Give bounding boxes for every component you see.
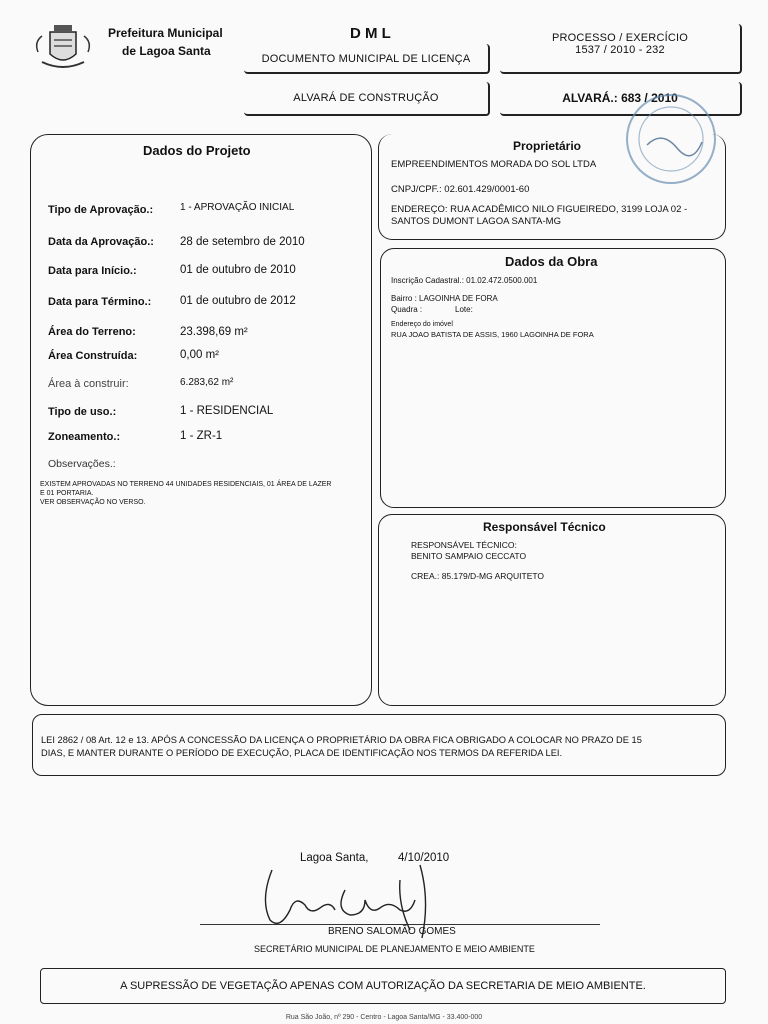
observations-text-1: EXISTEM APROVADAS NO TERRENO 44 UNIDADES RESIDENCIAIS, 01 ÁREA DE LAZER: [40, 481, 332, 488]
approval-date-label: Data da Aprovação.:: [48, 236, 154, 248]
built-area-label: Área Construída:: [48, 350, 138, 362]
org-name-line2: de Lagoa Santa: [122, 44, 211, 58]
work-data-title: Dados da Obra: [505, 254, 598, 269]
law-line-1: LEI 2862 / 08 Art. 12 e 13. APÓS A CONCESSÃO DA LICENÇA O PROPRIETÁRIO DA OBRA FICA OBRIGADO A COLOCAR NO PRAZO DE 15: [41, 735, 642, 745]
owner-address-2: SANTOS DUMONT LAGOA SANTA-MG: [391, 216, 561, 227]
technical-crea: CREA.: 85.179/D-MG ARQUITETO: [411, 571, 545, 581]
signature-place: Lagoa Santa,: [300, 852, 369, 864]
owner-cnpj: CNPJ/CPF.: 02.601.429/0001-60: [391, 184, 530, 195]
law-line-2: DIAS, E MANTER DURANTE O PERÍODO DE EXECUÇÃO, PLACA DE IDENTIFICAÇÃO NOS TERMOS DA REFERIDA LEI.: [41, 748, 563, 758]
use-type-value: 1 - RESIDENCIAL: [180, 405, 274, 417]
area-to-build-value: 6.283,62 m²: [180, 377, 234, 388]
owner-title: Proprietário: [513, 139, 582, 153]
land-area-label: Área do Terreno:: [48, 326, 136, 338]
approval-type-label: Tipo de Aprovação.:: [48, 204, 154, 216]
owner-address-1: ENDEREÇO: RUA ACADÊMICO NILO FIGUEIREDO, 3199 LOJA 02 -: [391, 204, 688, 215]
signature-line: [200, 924, 600, 925]
observations-text-2: E 01 PORTARIA.: [40, 490, 94, 497]
vegetation-notice: A SUPRESSÃO DE VEGETAÇÃO APENAS COM AUTORIZAÇÃO DA SECRETARIA DE MEIO AMBIENTE.: [120, 980, 646, 992]
process-value: 1537 / 2010 - 232: [575, 44, 665, 56]
area-to-build-label: Área à construir:: [48, 378, 129, 390]
approval-date-value: 28 de setembro de 2010: [180, 236, 305, 248]
org-name-line1: Prefeitura Municipal: [108, 26, 223, 40]
vegetation-notice-box: [40, 968, 726, 1004]
approval-type-value: 1 - APROVAÇÃO INICIAL: [180, 202, 295, 213]
permit-type-box: [244, 82, 490, 116]
coat-of-arms-icon: [30, 22, 96, 72]
observations-text-3: VER OBSERVAÇÃO NO VERSO.: [40, 499, 146, 506]
zoning-label: Zoneamento.:: [48, 431, 121, 443]
land-area-value: 23.398,69 m²: [180, 326, 248, 338]
work-quadra: Quadra :: [391, 305, 423, 314]
start-date-label: Data para Início.:: [48, 265, 137, 277]
doc-title-box: [244, 44, 490, 74]
end-date-label: Data para Término.:: [48, 296, 152, 308]
project-data-title: Dados do Projeto: [143, 143, 251, 158]
technical-title: Responsável Técnico: [483, 520, 606, 534]
work-bairro: Bairro : LAGOINHA DE FORA: [391, 294, 498, 303]
zoning-value: 1 - ZR-1: [180, 430, 223, 442]
process-label: PROCESSO / EXERCÍCIO: [551, 32, 689, 44]
doc-title: DOCUMENTO MUNICIPAL DE LICENÇA: [261, 53, 471, 65]
owner-name: EMPREENDIMENTOS MORADA DO SOL LTDA: [391, 159, 597, 170]
work-address-label: Endereço do imóvel: [391, 321, 453, 328]
alvara-number: ALVARÁ.: 683 / 2010: [562, 91, 678, 105]
built-area-value: 0,00 m²: [180, 349, 219, 361]
work-address: RUA JOAO BATISTA DE ASSIS, 1960 LAGOINHA DE FORA: [391, 330, 594, 339]
project-data-panel: [30, 134, 372, 706]
permit-type: ALVARÁ DE CONSTRUÇÃO: [293, 92, 439, 104]
law-notice-box: [32, 714, 726, 776]
dml-title: D M L: [350, 25, 391, 42]
technical-label: RESPONSÁVEL TÉCNICO:: [411, 540, 517, 550]
work-data-panel: [380, 248, 726, 508]
use-type-label: Tipo de uso.:: [48, 406, 117, 418]
footer-address: Rua São João, nº 290 - Centro - Lagoa Santa/MG - 33.400-000: [285, 1014, 483, 1021]
process-box: [500, 24, 742, 74]
start-date-value: 01 de outubro de 2010: [180, 264, 296, 276]
technical-panel: [378, 514, 726, 706]
work-lote: Lote:: [455, 305, 473, 314]
technical-name: BENITO SAMPAIO CECCATO: [411, 551, 527, 561]
observations-label: Observações.:: [48, 458, 116, 470]
end-date-value: 01 de outubro de 2012: [180, 295, 296, 307]
owner-panel: [378, 134, 726, 240]
signer-role: SECRETÁRIO MUNICIPAL DE PLANEJAMENTO E MEIO AMBIENTE: [254, 944, 535, 954]
signature-date: 4/10/2010: [398, 852, 450, 864]
signer-name: BRENO SALOMÃO GOMES: [328, 926, 456, 937]
work-inscricao: Inscrição Cadastral.: 01.02.472.0500.001: [391, 276, 538, 285]
